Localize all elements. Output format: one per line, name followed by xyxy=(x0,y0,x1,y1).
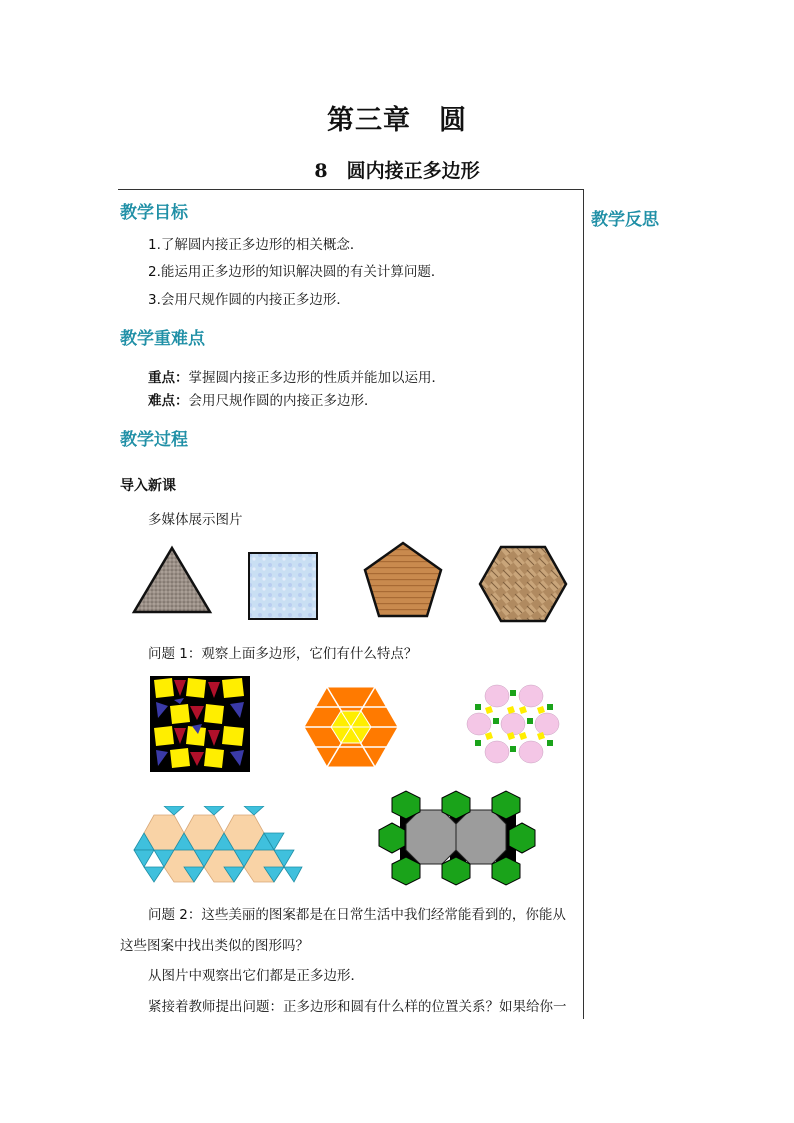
square-triangle-tiling-image xyxy=(150,676,250,772)
column-divider xyxy=(583,189,584,1019)
key-point-line xyxy=(148,366,445,386)
triangle-image xyxy=(131,545,213,615)
pentagon-image xyxy=(362,540,444,620)
follow-up-line: 紧接着教师提出问题：正多边形和圆有什么样的位置关系？如果给你一 xyxy=(148,999,567,1015)
hexagon-image xyxy=(477,544,569,624)
objective-item: 3.会用尺规作圆的内接正多边形． xyxy=(148,292,350,308)
difficult-point-line xyxy=(148,389,378,409)
intro-heading: 导入新课 xyxy=(120,478,176,494)
media-line: 多媒体展示图片 xyxy=(148,512,243,528)
section-title: 8 圆内接正多边形 xyxy=(314,160,480,182)
square-image xyxy=(247,551,319,621)
chapter-title: 第三章 圆 xyxy=(327,105,467,136)
question-1: 问题 1：观察上面多边形，它们有什么特点？ xyxy=(148,646,418,662)
hexagon-tiling-image xyxy=(303,686,399,768)
key-point-label: 重点： xyxy=(148,370,189,386)
table-top-border xyxy=(118,189,583,190)
question-2-line-2: 这些图案中找出类似的图形吗？ xyxy=(120,938,309,954)
key-point-text: 掌握圆内接正多边形的性质并能加以运用． xyxy=(188,370,445,386)
observation-line: 从图片中观察出它们都是正多边形． xyxy=(148,968,364,984)
key-points-heading: 教学重难点 xyxy=(120,329,205,349)
question-2-line-1: 问题 2：这些美丽的图案都是在日常生活中我们经常能看到的，你能从 xyxy=(148,907,566,923)
octagon-hexagon-strip-image xyxy=(378,790,536,886)
difficult-point-text: 会用尺规作圆的内接正多边形． xyxy=(188,393,378,409)
octagon-tiling-image xyxy=(463,682,565,766)
process-heading: 教学过程 xyxy=(120,430,188,450)
objectives-heading: 教学目标 xyxy=(120,203,188,223)
triangle-hexagon-strip-image xyxy=(128,806,306,884)
objective-item: 2.能运用正多边形的知识解决圆的有关计算问题． xyxy=(148,264,445,280)
reflection-heading: 教学反思 xyxy=(591,210,659,230)
difficult-point-label: 难点： xyxy=(148,393,189,409)
objective-item: 1.了解圆内接正多边形的相关概念． xyxy=(148,237,364,253)
